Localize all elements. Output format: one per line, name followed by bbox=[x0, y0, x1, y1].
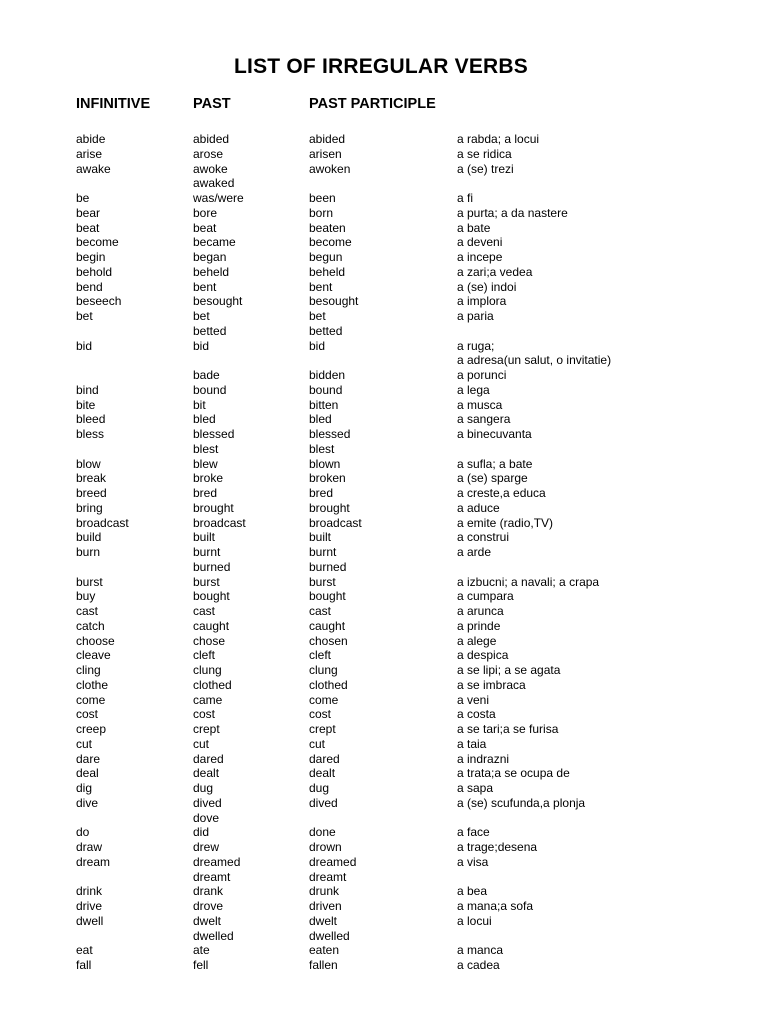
translation-cell: a purta; a da nastere bbox=[457, 205, 568, 220]
infinitive-cell: broadcast bbox=[76, 515, 129, 530]
past-participle-cell: done bbox=[309, 825, 336, 840]
table-row bbox=[0, 575, 768, 590]
infinitive-cell: burn bbox=[76, 545, 101, 559]
table-row bbox=[0, 516, 768, 531]
infinitive-cell: creep bbox=[76, 722, 107, 736]
translation-cell: a costa bbox=[457, 707, 496, 722]
past-cell: came bbox=[193, 692, 223, 707]
table-row bbox=[0, 663, 768, 678]
table-row bbox=[0, 353, 768, 368]
infinitive-cell: drive bbox=[76, 899, 103, 913]
translation-cell: a aduce bbox=[457, 500, 500, 515]
past-cell: cleft bbox=[193, 648, 216, 663]
past-participle-cell: blessed bbox=[309, 427, 351, 441]
table-row bbox=[0, 235, 768, 250]
header-past: PAST bbox=[193, 96, 231, 112]
past-cell: blessed bbox=[193, 427, 235, 441]
infinitive-cell: cost bbox=[76, 707, 99, 722]
past-cell: bid bbox=[193, 338, 210, 353]
past-cell: dreamed bbox=[193, 854, 241, 869]
translation-cell: a izbucni; a navali; a crapa bbox=[457, 574, 600, 589]
infinitive-cell: buy bbox=[76, 589, 96, 604]
past-participle-cell: dreamed bbox=[309, 854, 357, 869]
table-row bbox=[0, 294, 768, 309]
past-participle-cell: cost bbox=[309, 707, 332, 722]
translation-cell: a zari;a vedea bbox=[457, 264, 533, 279]
infinitive-cell: come bbox=[76, 692, 106, 707]
past-participle-cell: driven bbox=[309, 899, 342, 913]
translation-cell: a incepe bbox=[457, 250, 503, 264]
infinitive-cell: bite bbox=[76, 397, 96, 412]
infinitive-cell: bid bbox=[76, 338, 93, 353]
past-cell: became bbox=[193, 235, 236, 250]
past-participle-cell: burnt bbox=[309, 545, 337, 559]
table-row bbox=[0, 648, 768, 663]
past-cell: crept bbox=[193, 722, 220, 736]
past-participle-cell: crept bbox=[309, 722, 336, 736]
past-participle-cell: awoken bbox=[309, 161, 351, 176]
infinitive-cell: eat bbox=[76, 943, 93, 958]
past-participle-cell: cut bbox=[309, 736, 326, 751]
past-cell: clothed bbox=[193, 677, 232, 692]
table-row bbox=[0, 619, 768, 634]
past-participle-cell: bid bbox=[309, 338, 326, 353]
infinitive-cell: awake bbox=[76, 161, 111, 176]
infinitive-cell: break bbox=[76, 471, 107, 486]
past-participle-cell: chosen bbox=[309, 633, 348, 648]
table-row bbox=[0, 678, 768, 693]
translation-cell: a visa bbox=[457, 854, 489, 869]
translation-cell: a face bbox=[457, 825, 490, 840]
past-cell: was/were bbox=[193, 191, 244, 205]
past-cell: caught bbox=[193, 618, 230, 633]
table-row bbox=[0, 457, 768, 472]
infinitive-cell: choose bbox=[76, 633, 115, 648]
table-row bbox=[0, 324, 768, 339]
table-row bbox=[0, 530, 768, 545]
past-participle-cell: bet bbox=[309, 309, 326, 323]
infinitive-cell: bend bbox=[76, 279, 103, 294]
table-row bbox=[0, 221, 768, 236]
past-cell: bled bbox=[193, 412, 216, 427]
past-cell: brought bbox=[193, 500, 234, 515]
translation-cell: a bea bbox=[457, 884, 488, 899]
translation-cell: a trata;a se ocupa de bbox=[457, 766, 570, 781]
past-cell: cost bbox=[193, 707, 216, 722]
past-cell: bet bbox=[193, 309, 210, 323]
past-participle-cell: born bbox=[309, 205, 334, 220]
past-cell: dwelt bbox=[193, 913, 222, 928]
table-row bbox=[0, 899, 768, 914]
header-infinitive: INFINITIVE bbox=[76, 96, 151, 112]
past-cell: burnt bbox=[193, 545, 221, 559]
table-row bbox=[0, 634, 768, 649]
past-participle-cell: betted bbox=[309, 323, 343, 338]
translation-cell: a sapa bbox=[457, 781, 494, 795]
table-row bbox=[0, 604, 768, 619]
infinitive-cell: bet bbox=[76, 309, 93, 323]
table-row bbox=[0, 339, 768, 354]
past-cell: bought bbox=[193, 589, 230, 604]
table-row bbox=[0, 811, 768, 826]
table-row bbox=[0, 486, 768, 501]
past-cell: awoke bbox=[193, 161, 228, 176]
table-row bbox=[0, 280, 768, 295]
translation-cell: a prinde bbox=[457, 618, 501, 633]
infinitive-cell: breed bbox=[76, 486, 107, 500]
past-cell: betted bbox=[193, 323, 227, 338]
past-participle-cell: drown bbox=[309, 840, 342, 854]
past-participle-cell: abided bbox=[309, 132, 346, 146]
past-participle-cell: been bbox=[309, 191, 336, 205]
past-participle-cell: arisen bbox=[309, 146, 342, 161]
infinitive-cell: draw bbox=[76, 840, 103, 854]
past-participle-cell: bought bbox=[309, 589, 346, 604]
infinitive-cell: begin bbox=[76, 250, 106, 264]
past-cell: cast bbox=[193, 604, 216, 618]
past-participle-cell: burned bbox=[309, 559, 347, 574]
past-cell: bent bbox=[193, 279, 217, 294]
infinitive-cell: dig bbox=[76, 781, 93, 795]
table-row bbox=[0, 162, 768, 177]
past-cell: arose bbox=[193, 146, 224, 161]
infinitive-cell: catch bbox=[76, 618, 105, 633]
table-row bbox=[0, 147, 768, 162]
translation-cell: a construi bbox=[457, 530, 510, 545]
translation-cell: a arunca bbox=[457, 604, 504, 618]
past-participle-cell: cast bbox=[309, 604, 332, 618]
translation-cell: a taia bbox=[457, 736, 487, 751]
infinitive-cell: fall bbox=[76, 958, 92, 972]
table-row bbox=[0, 265, 768, 280]
table-row bbox=[0, 191, 768, 206]
past-participle-cell: dug bbox=[309, 781, 330, 795]
past-participle-cell: blest bbox=[309, 441, 335, 456]
past-cell: ate bbox=[193, 943, 210, 958]
translation-cell: a (se) indoi bbox=[457, 279, 517, 294]
translation-cell: a cadea bbox=[457, 958, 500, 972]
translation-cell: a fi bbox=[457, 191, 474, 205]
table-row bbox=[0, 206, 768, 221]
past-participle-cell: bound bbox=[309, 382, 343, 397]
past-participle-cell: become bbox=[309, 235, 352, 250]
translation-cell: a se tari;a se furisa bbox=[457, 722, 559, 736]
infinitive-cell: bear bbox=[76, 205, 101, 220]
past-cell: drew bbox=[193, 840, 220, 854]
past-cell: blest bbox=[193, 441, 219, 456]
table-row bbox=[0, 884, 768, 899]
past-cell: besought bbox=[193, 294, 243, 309]
infinitive-cell: cling bbox=[76, 663, 101, 677]
translation-cell: a implora bbox=[457, 294, 507, 309]
past-cell: bit bbox=[193, 397, 206, 412]
translation-cell: a bate bbox=[457, 220, 491, 235]
past-participle-cell: besought bbox=[309, 294, 359, 309]
infinitive-cell: beat bbox=[76, 220, 100, 235]
past-participle-cell: cleft bbox=[309, 648, 332, 663]
infinitive-cell: dive bbox=[76, 795, 99, 810]
past-cell: drove bbox=[193, 899, 224, 913]
infinitive-cell: burst bbox=[76, 574, 103, 589]
table-row bbox=[0, 943, 768, 958]
verb-table bbox=[0, 132, 768, 973]
past-cell: chose bbox=[193, 633, 226, 648]
table-row bbox=[0, 132, 768, 147]
infinitive-cell: dream bbox=[76, 854, 111, 869]
past-participle-cell: bitten bbox=[309, 397, 339, 412]
table-row bbox=[0, 442, 768, 457]
table-row bbox=[0, 855, 768, 870]
table-row bbox=[0, 427, 768, 442]
translation-cell: a ruga; bbox=[457, 338, 495, 353]
translation-cell: a rabda; a locui bbox=[457, 132, 540, 146]
past-cell: blew bbox=[193, 456, 218, 471]
table-row bbox=[0, 545, 768, 560]
table-row bbox=[0, 589, 768, 604]
past-cell: bound bbox=[193, 382, 227, 397]
past-participle-cell: dealt bbox=[309, 766, 336, 781]
table-row bbox=[0, 176, 768, 191]
infinitive-cell: cast bbox=[76, 604, 99, 618]
past-cell: bred bbox=[193, 486, 218, 500]
infinitive-cell: behold bbox=[76, 264, 113, 279]
past-cell: cut bbox=[193, 736, 210, 751]
table-row bbox=[0, 796, 768, 811]
translation-cell: a manca bbox=[457, 943, 504, 958]
past-participle-cell: broken bbox=[309, 471, 346, 486]
table-row bbox=[0, 501, 768, 516]
past-cell: beat bbox=[193, 220, 217, 235]
past-participle-cell: bidden bbox=[309, 368, 346, 382]
past-cell: burned bbox=[193, 559, 231, 574]
table-row bbox=[0, 958, 768, 973]
translation-cell: a (se) scufunda,a plonja bbox=[457, 795, 586, 810]
past-participle-cell: dwelled bbox=[309, 928, 350, 943]
table-row bbox=[0, 412, 768, 427]
past-participle-cell: caught bbox=[309, 618, 346, 633]
table-row bbox=[0, 929, 768, 944]
table-row bbox=[0, 309, 768, 324]
table-row bbox=[0, 722, 768, 737]
past-cell: broadcast bbox=[193, 515, 246, 530]
past-participle-cell: brought bbox=[309, 500, 350, 515]
past-cell: dug bbox=[193, 781, 214, 795]
past-cell: bore bbox=[193, 205, 218, 220]
past-cell: dealt bbox=[193, 766, 220, 781]
translation-cell: a (se) trezi bbox=[457, 161, 514, 176]
translation-cell: a cumpara bbox=[457, 589, 514, 604]
table-row bbox=[0, 737, 768, 752]
past-cell: dreamt bbox=[193, 869, 231, 884]
past-participle-cell: come bbox=[309, 692, 339, 707]
infinitive-cell: bleed bbox=[76, 412, 106, 427]
translation-cell: a (se) sparge bbox=[457, 471, 528, 486]
infinitive-cell: dare bbox=[76, 751, 101, 766]
table-row bbox=[0, 693, 768, 708]
table-row bbox=[0, 914, 768, 929]
translation-cell: a alege bbox=[457, 633, 497, 648]
past-participle-cell: dared bbox=[309, 751, 340, 766]
table-row bbox=[0, 250, 768, 265]
past-participle-cell: burst bbox=[309, 574, 336, 589]
past-participle-cell: dwelt bbox=[309, 913, 338, 928]
past-cell: dove bbox=[193, 810, 220, 825]
past-cell: abided bbox=[193, 132, 230, 146]
translation-cell: a musca bbox=[457, 397, 503, 412]
past-cell: dared bbox=[193, 751, 224, 766]
infinitive-cell: arise bbox=[76, 146, 103, 161]
table-row bbox=[0, 840, 768, 855]
past-cell: drank bbox=[193, 884, 224, 899]
past-cell: fell bbox=[193, 958, 209, 972]
past-cell: dived bbox=[193, 795, 222, 810]
infinitive-cell: bind bbox=[76, 382, 99, 397]
table-row bbox=[0, 825, 768, 840]
past-participle-cell: clothed bbox=[309, 677, 348, 692]
translation-cell: a porunci bbox=[457, 368, 507, 382]
past-cell: beheld bbox=[193, 264, 230, 279]
past-participle-cell: begun bbox=[309, 250, 343, 264]
past-participle-cell: eaten bbox=[309, 943, 340, 958]
past-cell: broke bbox=[193, 471, 224, 486]
table-row bbox=[0, 368, 768, 383]
translation-cell: a adresa(un salut, o invitatie) bbox=[457, 353, 612, 368]
translation-cell: a se imbraca bbox=[457, 677, 526, 692]
infinitive-cell: bring bbox=[76, 500, 103, 515]
infinitive-cell: abide bbox=[76, 132, 106, 146]
translation-cell: a veni bbox=[457, 692, 490, 707]
past-participle-cell: bent bbox=[309, 279, 333, 294]
header-past-participle: PAST PARTICIPLE bbox=[309, 96, 436, 112]
translation-cell: a lega bbox=[457, 382, 490, 397]
past-cell: awaked bbox=[193, 176, 235, 191]
past-cell: began bbox=[193, 250, 227, 264]
past-participle-cell: fallen bbox=[309, 958, 338, 972]
past-participle-cell: broadcast bbox=[309, 515, 362, 530]
past-participle-cell: dived bbox=[309, 795, 338, 810]
past-cell: did bbox=[193, 825, 210, 840]
infinitive-cell: beseech bbox=[76, 294, 122, 309]
table-row bbox=[0, 383, 768, 398]
past-cell: clung bbox=[193, 663, 222, 677]
table-row bbox=[0, 766, 768, 781]
translation-cell: a emite (radio,TV) bbox=[457, 515, 554, 530]
past-cell: bade bbox=[193, 368, 220, 382]
past-participle-cell: built bbox=[309, 530, 332, 545]
past-participle-cell: beaten bbox=[309, 220, 346, 235]
table-row bbox=[0, 560, 768, 575]
past-cell: burst bbox=[193, 574, 220, 589]
infinitive-cell: build bbox=[76, 530, 102, 545]
table-row bbox=[0, 398, 768, 413]
translation-cell: a sangera bbox=[457, 412, 511, 427]
past-cell: dwelled bbox=[193, 928, 234, 943]
infinitive-cell: become bbox=[76, 235, 119, 250]
page-title: LIST OF IRREGULAR VERBS bbox=[234, 55, 528, 78]
infinitive-cell: cut bbox=[76, 736, 93, 751]
translation-cell: a indrazni bbox=[457, 751, 510, 766]
past-participle-cell: beheld bbox=[309, 264, 346, 279]
past-participle-cell: dreamt bbox=[309, 869, 347, 884]
translation-cell: a se ridica bbox=[457, 146, 512, 161]
past-participle-cell: bled bbox=[309, 412, 332, 427]
translation-cell: a mana;a sofa bbox=[457, 899, 534, 913]
translation-cell: a trage;desena bbox=[457, 840, 538, 854]
infinitive-cell: blow bbox=[76, 456, 101, 471]
translation-cell: a se lipi; a se agata bbox=[457, 663, 561, 677]
table-row bbox=[0, 870, 768, 885]
past-participle-cell: drunk bbox=[309, 884, 340, 899]
table-row bbox=[0, 707, 768, 722]
infinitive-cell: do bbox=[76, 825, 90, 840]
translation-cell: a sufla; a bate bbox=[457, 456, 533, 471]
infinitive-cell: drink bbox=[76, 884, 103, 899]
past-participle-cell: clung bbox=[309, 663, 338, 677]
infinitive-cell: bless bbox=[76, 427, 105, 441]
infinitive-cell: cleave bbox=[76, 648, 111, 663]
translation-cell: a paria bbox=[457, 309, 494, 323]
table-row bbox=[0, 781, 768, 796]
translation-cell: a despica bbox=[457, 648, 509, 663]
translation-cell: a arde bbox=[457, 545, 492, 559]
infinitive-cell: deal bbox=[76, 766, 99, 781]
translation-cell: a binecuvanta bbox=[457, 427, 532, 441]
infinitive-cell: be bbox=[76, 191, 90, 205]
table-row bbox=[0, 752, 768, 767]
translation-cell: a locui bbox=[457, 913, 492, 928]
past-cell: built bbox=[193, 530, 216, 545]
translation-cell: a creste,a educa bbox=[457, 486, 546, 500]
infinitive-cell: dwell bbox=[76, 913, 104, 928]
translation-cell: a deveni bbox=[457, 235, 503, 250]
past-participle-cell: blown bbox=[309, 456, 341, 471]
infinitive-cell: clothe bbox=[76, 677, 109, 692]
column-headers bbox=[0, 96, 768, 116]
table-row bbox=[0, 471, 768, 486]
past-participle-cell: bred bbox=[309, 486, 334, 500]
